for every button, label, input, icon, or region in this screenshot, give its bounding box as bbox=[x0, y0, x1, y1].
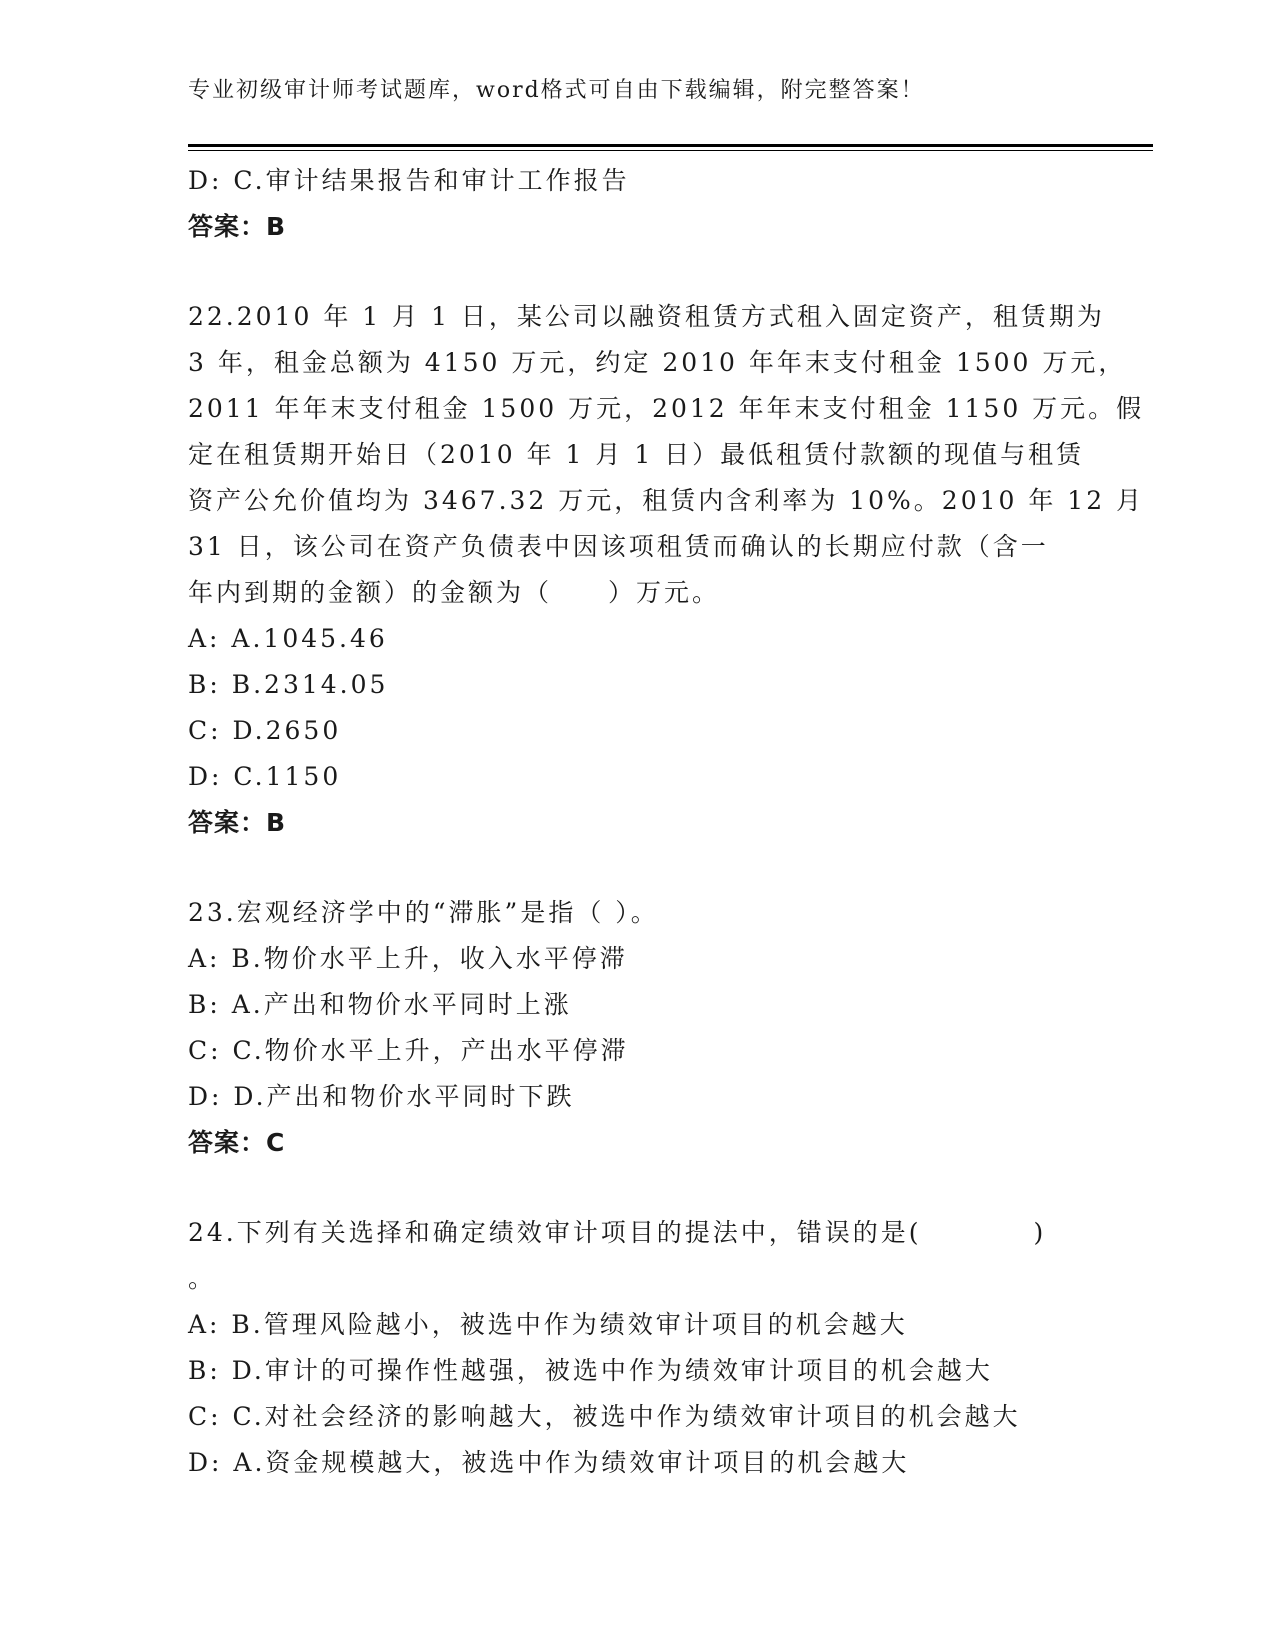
option-a: A: A.1045.46 bbox=[188, 624, 388, 653]
option-b: B: B.2314.05 bbox=[188, 670, 389, 699]
option-b: B: A.产出和物价水平同时上涨 bbox=[188, 990, 572, 1019]
question-21-tail bbox=[188, 158, 1088, 250]
option-a: A: B.管理风险越小，被选中作为绩效审计项目的机会越大 bbox=[188, 1310, 908, 1339]
option-d: D: A.资金规模越大，被选中作为绩效审计项目的机会越大 bbox=[188, 1448, 910, 1477]
question-line: 。 bbox=[188, 1264, 217, 1293]
option-a: A: B.物价水平上升，收入水平停滞 bbox=[188, 944, 628, 973]
question-line: 2011 年年末支付租金 1500 万元，2012 年年末支付租金 1150 万元。假 bbox=[188, 394, 1145, 423]
question-22 bbox=[188, 294, 1145, 846]
option-d: D: D.产出和物价水平同时下跌 bbox=[188, 1082, 575, 1111]
question-line: 22.2010 年 1 月 1 日，某公司以融资租赁方式租入固定资产，租赁期为 bbox=[188, 302, 1105, 331]
question-line: 24.下列有关选择和确定绩效审计项目的提法中，错误的是( ) bbox=[188, 1218, 1047, 1247]
header-text: 专业初级审计师考试题库，word格式可自由下载编辑，附完整答案！ bbox=[188, 78, 925, 103]
option-b: B: D.审计的可操作性越强，被选中作为绩效审计项目的机会越大 bbox=[188, 1356, 993, 1385]
answer-line: 答案：B bbox=[188, 808, 287, 837]
question-24 bbox=[188, 1210, 1088, 1486]
header-rule-thick bbox=[188, 144, 1153, 147]
question-line: 年内到期的金额）的金额为（ ）万元。 bbox=[188, 578, 721, 607]
question-23 bbox=[188, 890, 1088, 1166]
question-line: 31 日，该公司在资产负债表中因该项租赁而确认的长期应付款（含一 bbox=[188, 532, 1049, 561]
answer-line: 答案：B bbox=[188, 212, 287, 241]
option-c: C: D.2650 bbox=[188, 716, 342, 745]
spacer bbox=[188, 250, 1088, 294]
question-line: 资产公允价值均为 3467.32 万元，租赁内含利率为 10%。2010 年 12 月 bbox=[188, 486, 1145, 515]
option-d: D: C.审计结果报告和审计工作报告 bbox=[188, 166, 630, 195]
option-c: C: C.对社会经济的影响越大，被选中作为绩效审计项目的机会越大 bbox=[188, 1402, 1021, 1431]
option-d: D: C.1150 bbox=[188, 762, 342, 791]
question-line: 定在租赁期开始日（2010 年 1 月 1 日）最低租赁付款额的现值与租赁 bbox=[188, 440, 1085, 469]
spacer bbox=[188, 1166, 1088, 1210]
question-line: 23.宏观经济学中的“滞胀”是指（ ）。 bbox=[188, 898, 659, 927]
spacer bbox=[188, 846, 1088, 890]
document-body bbox=[188, 158, 1145, 1486]
header-rule-thin bbox=[188, 150, 1153, 151]
question-line: 3 年，租金总额为 4150 万元，约定 2010 年年末支付租金 1500 万元， bbox=[188, 348, 1127, 377]
answer-line: 答案：C bbox=[188, 1128, 286, 1157]
option-c: C: C.物价水平上升，产出水平停滞 bbox=[188, 1036, 629, 1065]
